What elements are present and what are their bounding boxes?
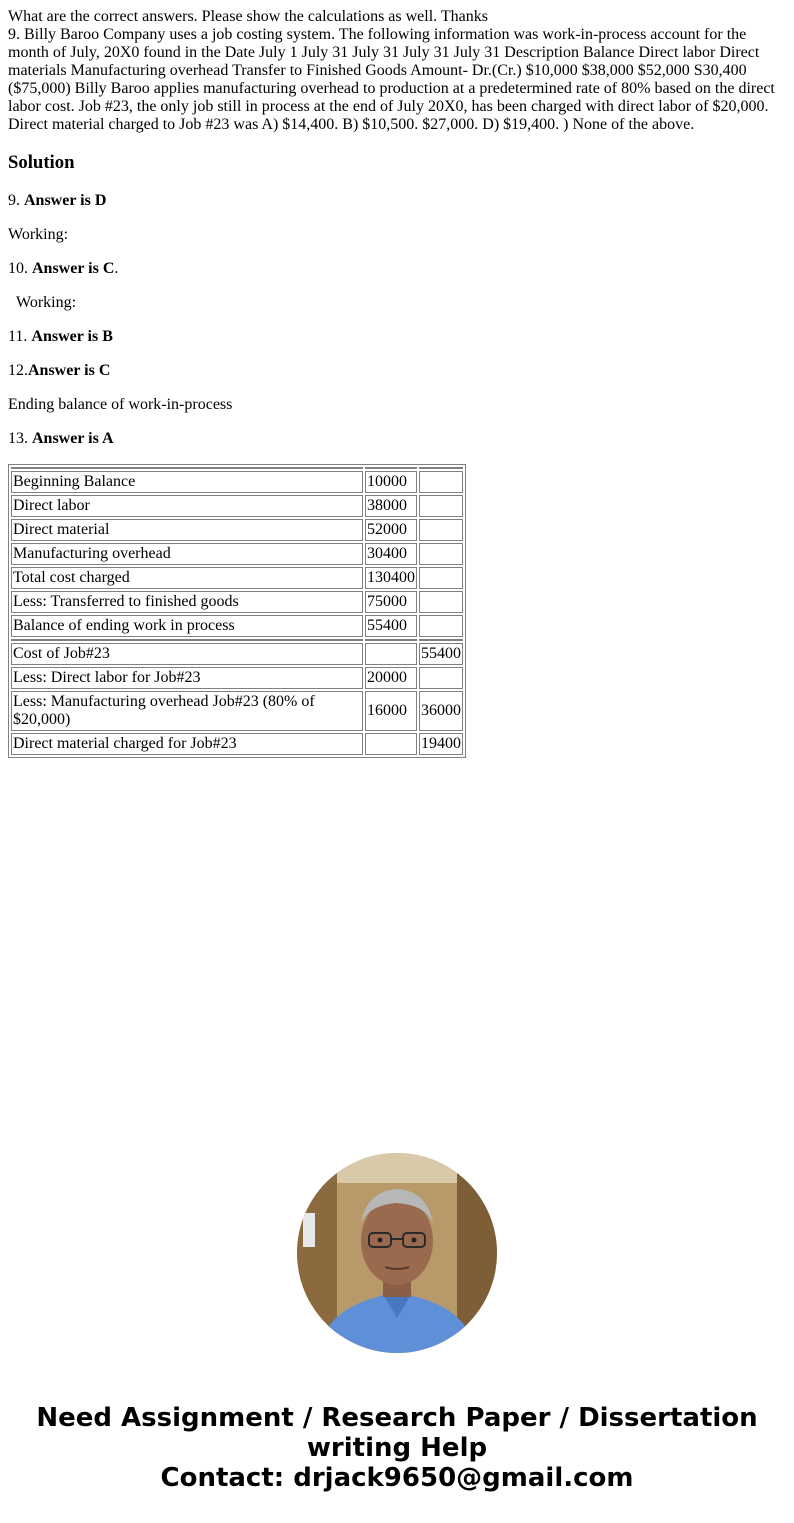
row-value-2: 55400 xyxy=(419,643,463,665)
row-label: Less: Direct labor for Job#23 xyxy=(11,667,363,689)
answer-10: 10. Answer is C. xyxy=(8,260,119,277)
row-value-2 xyxy=(419,591,463,613)
table-row xyxy=(11,543,463,565)
row-value-2 xyxy=(419,543,463,565)
banner-line-2: writing Help xyxy=(306,1433,488,1463)
row-value-2 xyxy=(419,519,463,541)
row-value-1: 55400 xyxy=(365,615,417,637)
table-row xyxy=(11,615,463,637)
row-value-1: 38000 xyxy=(365,495,417,517)
row-label: Manufacturing overhead xyxy=(11,543,363,565)
row-value-2 xyxy=(419,471,463,493)
row-value-1 xyxy=(365,643,417,665)
answer-13: 13. Answer is A xyxy=(8,430,114,447)
row-value-2 xyxy=(419,567,463,589)
row-label: Cost of Job#23 xyxy=(11,643,363,665)
row-value-2: 19400 xyxy=(419,733,463,755)
working-label: Working: xyxy=(16,294,77,311)
question-body: 9. Billy Baroo Company uses a job costing system. The following information was work-in-process account for the month of July, 20X0 found in the Date July 1 July 31 July 31 July 31 July 31 Description Balance Direct labor Direct materials Manufacturing overhead Transfer to Finished Goods Amount- Dr.(Cr.) $10,000 $38,000 $52,000 S30,400 ($75,000) Billy Baroo applies manufacturing overhead to production at a predetermined rate of 80% based on the direct labor cost. Job #23, the only job still in process at the end of July 20X0, has been charged with direct labor of $20,000. Direct material charged to Job #23 was A) $14,400. B) $10,500. $27,000. D) $19,400. ) None of the above. xyxy=(8,26,775,133)
wip-section xyxy=(11,467,463,637)
answer-12: 12.Answer is C xyxy=(8,362,111,379)
question-text xyxy=(8,8,786,134)
row-value-1: 10000 xyxy=(365,471,417,493)
row-value-1: 20000 xyxy=(365,667,417,689)
author-avatar xyxy=(297,1153,497,1353)
answer-11: 11. Answer is B xyxy=(8,328,113,345)
row-value-1 xyxy=(365,733,417,755)
question-intro: What are the correct answers. Please show the calculations as well. Thanks xyxy=(8,8,488,25)
table-row xyxy=(11,519,463,541)
row-value-1: 130400 xyxy=(365,567,417,589)
row-value-2 xyxy=(419,495,463,517)
answer-9: 9. Answer is D xyxy=(8,192,107,209)
row-label: Less: Manufacturing overhead Job#23 (80% of $20,000) xyxy=(11,691,363,731)
row-value-1: 30400 xyxy=(365,543,417,565)
working-label: Working: xyxy=(8,226,69,243)
author-photo xyxy=(297,1153,497,1353)
row-label: Direct material xyxy=(11,519,363,541)
row-label: Total cost charged xyxy=(11,567,363,589)
row-label: Beginning Balance xyxy=(11,471,363,493)
job23-section xyxy=(11,639,463,755)
row-value-2 xyxy=(419,615,463,637)
row-value-1: 16000 xyxy=(365,691,417,731)
solution-heading: Solution xyxy=(8,152,75,173)
row-label: Balance of ending work in process xyxy=(11,615,363,637)
row-value-2 xyxy=(419,667,463,689)
row-label: Direct labor xyxy=(11,495,363,517)
row-value-1: 52000 xyxy=(365,519,417,541)
row-label: Less: Transferred to finished goods xyxy=(11,591,363,613)
table-row xyxy=(11,733,463,755)
table-row xyxy=(11,591,463,613)
row-value-2: 36000 xyxy=(419,691,463,731)
row-value-1: 75000 xyxy=(365,591,417,613)
row-label: Direct material charged for Job#23 xyxy=(11,733,363,755)
table-row xyxy=(11,567,463,589)
table-row xyxy=(11,471,463,493)
content xyxy=(8,8,786,758)
table-row xyxy=(11,643,463,665)
ending-balance-note: Ending balance of work-in-process xyxy=(8,396,233,413)
help-banner xyxy=(0,1403,794,1493)
table-row xyxy=(11,667,463,689)
table-row xyxy=(11,691,463,731)
table-row xyxy=(11,495,463,517)
banner-contact: Contact: drjack9650@gmail.com xyxy=(160,1463,634,1493)
banner-line-1: Need Assignment / Research Paper / Dissertation xyxy=(36,1403,758,1433)
calculation-table xyxy=(8,464,466,758)
